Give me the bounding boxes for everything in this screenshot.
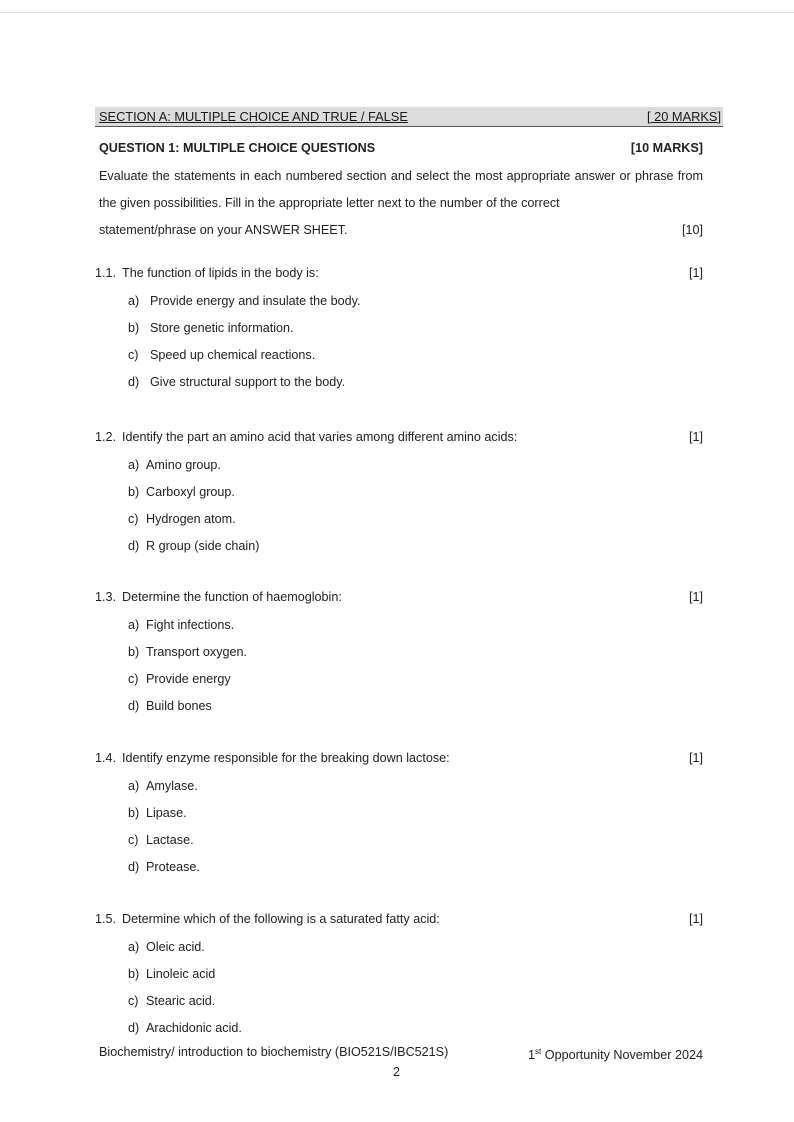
option-text: Provide energy and insulate the body. xyxy=(150,294,361,308)
option-letter: c) xyxy=(128,672,139,686)
option-letter: b) xyxy=(128,806,140,820)
option-letter: a) xyxy=(128,458,140,472)
opportunity-number: 1 xyxy=(528,1048,536,1063)
section-marks: [ 20 MARKS] xyxy=(647,109,721,124)
option-letter: c) xyxy=(128,994,139,1008)
option-letter: c) xyxy=(128,833,139,847)
option-text: Amylase. xyxy=(146,779,198,793)
option-letter: a) xyxy=(128,779,140,793)
option-text: Oleic acid. xyxy=(146,940,205,954)
question-marks: [1] xyxy=(688,430,703,444)
option-text: Hydrogen atom. xyxy=(146,512,236,526)
question-title: QUESTION 1: MULTIPLE CHOICE QUESTIONS xyxy=(99,141,376,155)
option-text: Give structural support to the body. xyxy=(150,375,346,389)
option-letter: b) xyxy=(128,967,140,981)
page-number: 2 xyxy=(393,1065,401,1079)
instructions-text: Evaluate the statements in each numbered section and select the most appropriate answer or phrase from the given possibilities. Fill in the appropriate letter next to the number of the correct xyxy=(99,169,703,210)
option-text: Amino group. xyxy=(146,458,221,472)
question-marks: [1] xyxy=(688,751,703,765)
option-letter: c) xyxy=(128,512,139,526)
option-letter: b) xyxy=(128,485,140,499)
instructions-marks: [10] xyxy=(681,223,703,237)
question-number: 1.2. xyxy=(95,430,117,444)
question-marks: [10 MARKS] xyxy=(630,141,703,155)
option-letter: d) xyxy=(128,375,140,389)
opportunity-suffix: st xyxy=(535,1047,542,1056)
option-text: Lactase. xyxy=(146,833,194,847)
option-letter: d) xyxy=(128,539,140,553)
question-text: Determine the function of haemoglobin: xyxy=(122,590,342,604)
option-text: Provide energy xyxy=(146,672,231,686)
option-letter: a) xyxy=(128,618,140,632)
option-letter: a) xyxy=(128,940,140,954)
option-text: Protease. xyxy=(146,860,200,874)
option-text: Stearic acid. xyxy=(146,994,216,1008)
question-marks: [1] xyxy=(688,912,703,926)
option-text: Store genetic information. xyxy=(150,321,294,335)
option-text: Linoleic acid xyxy=(146,967,216,981)
option-text: Arachidonic acid. xyxy=(146,1021,242,1035)
option-text: Lipase. xyxy=(146,806,187,820)
question-number: 1.4. xyxy=(95,751,117,765)
option-text: Build bones xyxy=(146,699,212,713)
option-letter: d) xyxy=(128,699,140,713)
instructions xyxy=(99,163,703,244)
question-number: 1.5. xyxy=(95,912,117,926)
option-letter: b) xyxy=(128,321,140,335)
section-header xyxy=(95,107,723,127)
footer-opportunity xyxy=(528,1044,703,1063)
question-text: Identify enzyme responsible for the breaking down lactose: xyxy=(122,751,450,765)
question-marks: [1] xyxy=(688,266,703,280)
question-text: Identify the part an amino acid that varies among different amino acids: xyxy=(122,430,518,444)
instructions-last: statement/phrase on your ANSWER SHEET. xyxy=(99,223,348,237)
question-marks: [1] xyxy=(688,590,703,604)
footer-course: Biochemistry/ introduction to biochemistry (BIO521S/IBC521S) xyxy=(99,1045,449,1059)
section-title: SECTION A: MULTIPLE CHOICE AND TRUE / FALSE xyxy=(99,109,408,124)
question-number: 1.1. xyxy=(95,266,117,280)
scan-edge-line xyxy=(0,12,794,13)
opportunity-text: Opportunity November 2024 xyxy=(541,1048,703,1063)
option-letter: c) xyxy=(128,348,139,362)
option-text: Speed up chemical reactions. xyxy=(150,348,316,362)
option-text: Carboxyl group. xyxy=(146,485,235,499)
option-letter: d) xyxy=(128,1021,140,1035)
question-text: Determine which of the following is a saturated fatty acid: xyxy=(122,912,440,926)
option-text: Transport oxygen. xyxy=(146,645,248,659)
question-number: 1.3. xyxy=(95,590,117,604)
option-letter: a) xyxy=(128,294,140,308)
option-text: R group (side chain) xyxy=(146,539,260,553)
question-text: The function of lipids in the body is: xyxy=(122,266,319,280)
option-letter: d) xyxy=(128,860,140,874)
option-letter: b) xyxy=(128,645,140,659)
option-text: Fight infections. xyxy=(146,618,235,632)
